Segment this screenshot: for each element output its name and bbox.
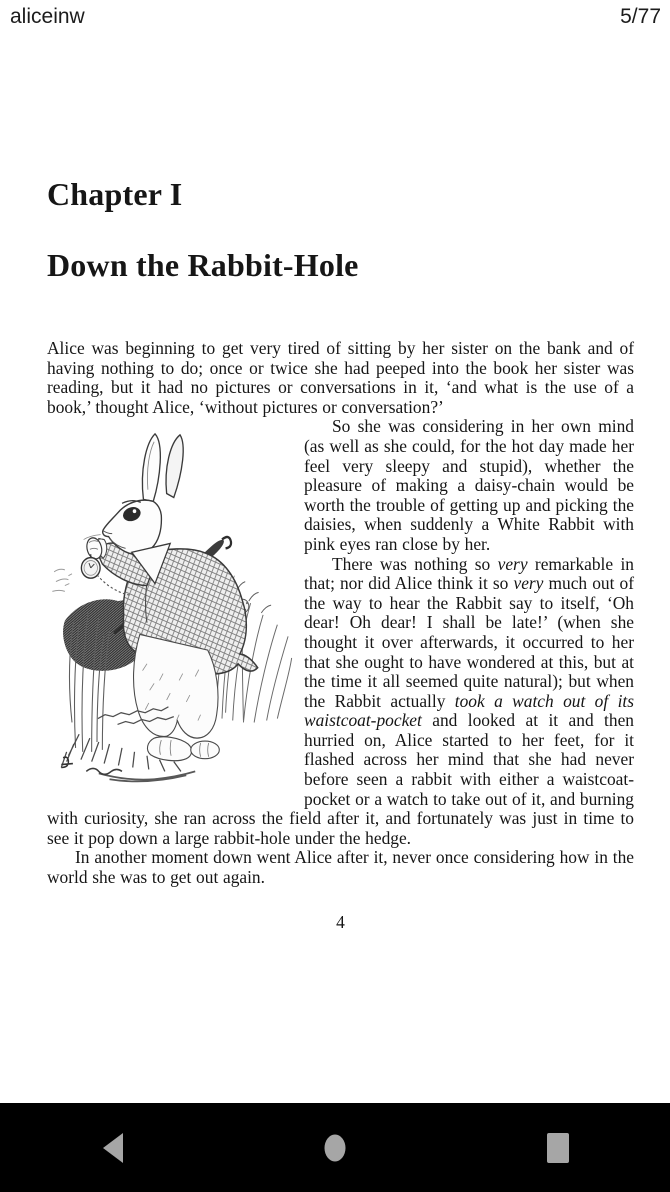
back-button[interactable]	[0, 1103, 223, 1192]
paragraph: Alice was beginning to get very tired of sitting by her sister on the bank and of having nothing to do; once or twice she had peeped into the book her sister was reading, but it had no pictures or conversations in it, ‘and what is the use of a book,’ thought Alice, ‘without pictures or conversation?’	[47, 338, 634, 417]
recents-icon	[545, 1131, 571, 1165]
android-navigation-bar	[0, 1103, 670, 1192]
white-rabbit-illustration	[47, 429, 297, 789]
back-icon	[99, 1131, 125, 1165]
paragraph: In another moment down went Alice after it, never once considering how in the world she was to get out again.	[47, 847, 634, 888]
reader-header	[0, 0, 670, 34]
page-indicator[interactable]: 5/77	[620, 5, 661, 28]
paragraph: There was nothing so very remarkable in that; nor did Alice think it so very much out of the way to hear the Rabbit say to itself, ‘Oh dear! Oh dear! I shall be late!’ (when she thought it over afterwards, it occurred to her that she ought to have wondered at this, but at the time it all seemed quite natural); but when the Rabbit actually took a watch out of its waistcoat-pocket and looked at it and then hurried on, Alice started to her feet, for it flashed across her mind that she had never before seen a rabbit with either a waistcoat-pocket or a watch to take out of it, and burning with curiosity, she ran across the field after it, and fortunately was just in time to see it pop down a large rabbit-hole under the hedge.	[47, 553, 634, 848]
recents-button[interactable]	[447, 1103, 670, 1192]
book-title: aliceinw	[10, 5, 85, 28]
chapter-heading: Chapter I	[47, 176, 183, 212]
white-rabbit-illustration-svg	[47, 429, 297, 789]
body-text	[47, 339, 634, 888]
home-icon	[323, 1132, 347, 1164]
chapter-title: Down the Rabbit-Hole	[47, 247, 359, 283]
page-number: 4	[336, 911, 345, 932]
paragraph: So she was considering in her own mind (as well as she could, for the hot day made her feel very sleepy and stupid), whether the pleasure of making a daisy-chain would be worth the trouble of getting up and picking the daisies, when suddenly a White Rabbit with pink eyes ran close by her.	[304, 416, 634, 554]
home-button[interactable]	[223, 1103, 446, 1192]
